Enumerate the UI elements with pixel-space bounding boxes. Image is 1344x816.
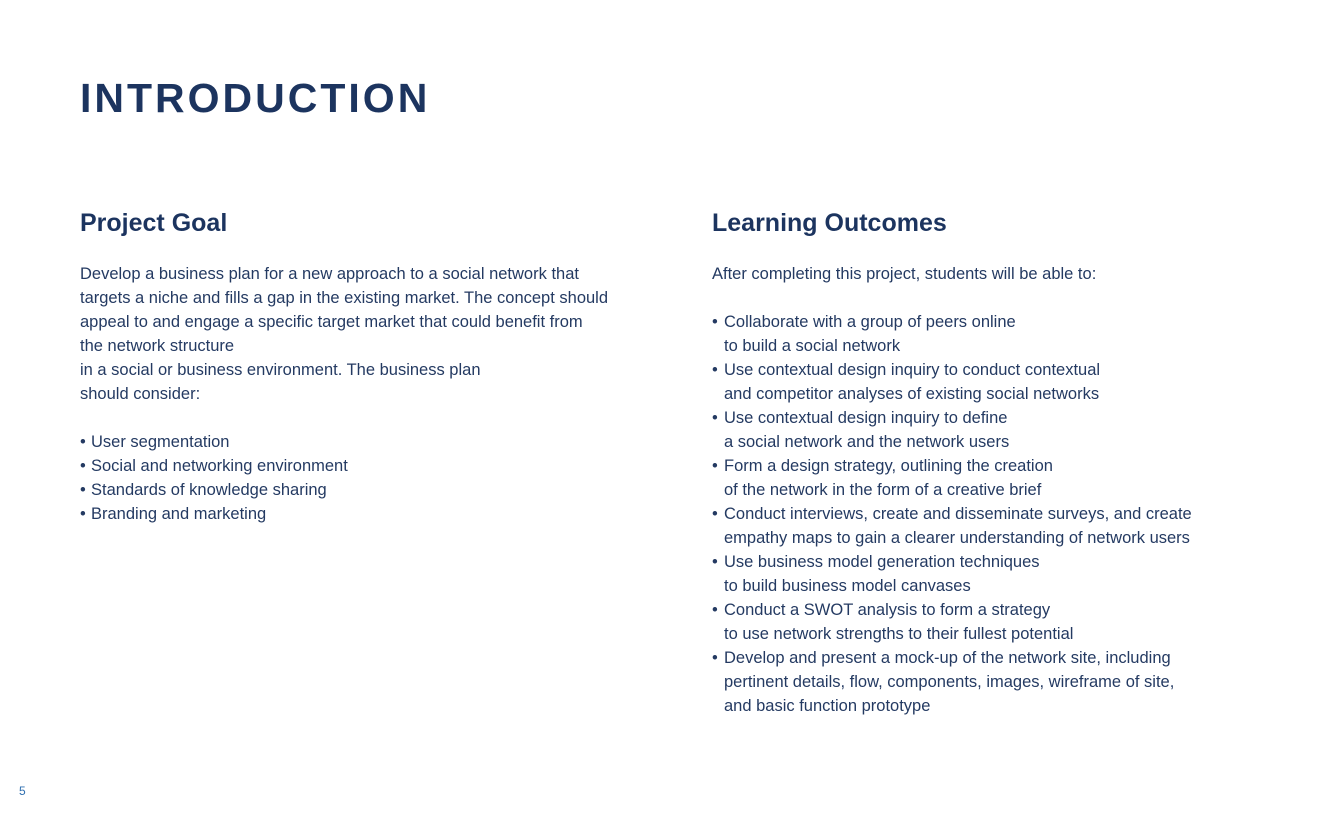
- bullet-icon: •: [712, 553, 718, 571]
- list-item-text: Use contextual design inquiry to conduct contextual and competitor analyses of existing social networks: [724, 361, 1101, 403]
- description-line: in a social or business environment. The business plan: [80, 361, 481, 379]
- description-line: Develop a business plan for a new approach to a social network that: [80, 265, 579, 283]
- list-item: [80, 430, 660, 454]
- project-goal-section: [80, 206, 660, 526]
- consideration-list: [80, 430, 660, 526]
- list-item-text: Branding and marketing: [91, 505, 267, 523]
- bullet-icon: •: [712, 361, 718, 379]
- list-item: [712, 646, 1272, 718]
- list-item-text: Conduct a SWOT analysis to form a strategy to use network strengths to their fullest potential: [724, 601, 1074, 643]
- page-title: INTRODUCTION: [80, 75, 431, 121]
- list-item: [712, 310, 1272, 358]
- outcomes-list: [712, 310, 1272, 718]
- bullet-icon: •: [712, 649, 718, 667]
- list-item: [712, 406, 1272, 454]
- bullet-icon: •: [712, 505, 718, 523]
- learning-outcomes-intro: After completing this project, students will be able to:: [712, 265, 1097, 283]
- list-item-text: Standards of knowledge sharing: [91, 481, 327, 499]
- list-item-text: Form a design strategy, outlining the creation of the network in the form of a creative brief: [724, 457, 1053, 499]
- bullet-icon: •: [712, 457, 718, 475]
- list-item: [80, 478, 660, 502]
- list-item: [80, 502, 660, 526]
- page-number: 5: [19, 784, 26, 798]
- list-item: [80, 454, 660, 478]
- list-item-text: Collaborate with a group of peers online to build a social network: [724, 313, 1016, 355]
- description-line: the network structure: [80, 337, 235, 355]
- bullet-icon: •: [712, 601, 718, 619]
- bullet-icon: •: [712, 409, 718, 427]
- list-item-text: Use business model generation techniques to build business model canvases: [724, 553, 1040, 595]
- learning-outcomes-section: [712, 206, 1272, 718]
- bullet-icon: •: [80, 481, 86, 499]
- bullet-icon: •: [80, 457, 86, 475]
- list-item-text: User segmentation: [91, 433, 230, 451]
- bullet-icon: •: [712, 313, 718, 331]
- bullet-icon: •: [80, 433, 86, 451]
- learning-outcomes-heading: Learning Outcomes: [712, 209, 947, 237]
- list-item-text: Conduct interviews, create and disseminate surveys, and create empathy maps to gain a clearer understanding of network users: [724, 505, 1192, 547]
- list-item: [712, 358, 1272, 406]
- list-item: [712, 502, 1272, 550]
- list-item: [712, 550, 1272, 598]
- bullet-icon: •: [80, 505, 86, 523]
- project-goal-description: [80, 262, 660, 406]
- list-item-text: Social and networking environment: [91, 457, 348, 475]
- description-line: should consider:: [80, 385, 201, 403]
- list-item: [712, 454, 1272, 502]
- project-goal-heading: Project Goal: [80, 209, 228, 237]
- list-item-text: Develop and present a mock-up of the network site, including pertinent details, flow, components, images, wireframe of site, and basic function prototype: [724, 649, 1175, 715]
- description-line: targets a niche and fills a gap in the existing market. The concept should: [80, 289, 609, 307]
- list-item-text: Use contextual design inquiry to define a social network and the network users: [724, 409, 1010, 451]
- description-line: appeal to and engage a specific target market that could benefit from: [80, 313, 583, 331]
- list-item: [712, 598, 1272, 646]
